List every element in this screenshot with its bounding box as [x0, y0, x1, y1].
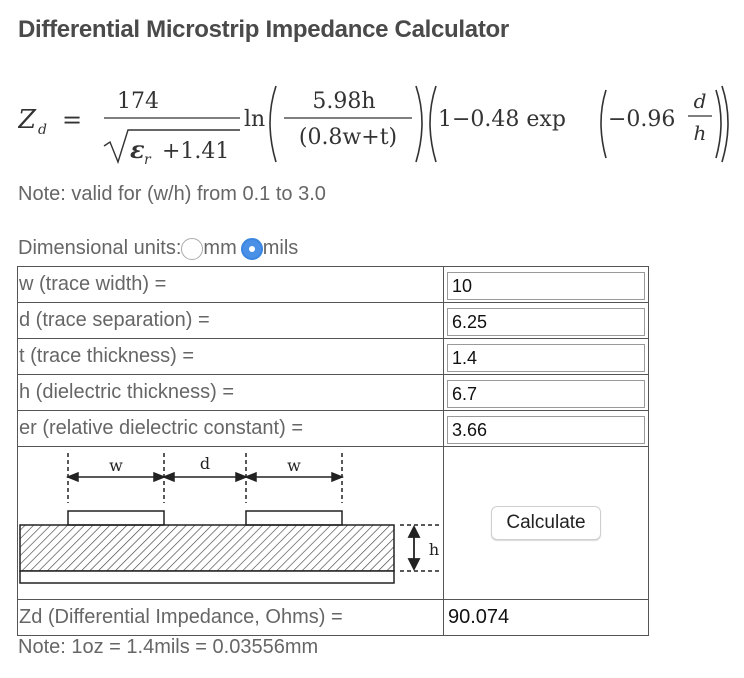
formula-eps-sub: r [144, 152, 151, 168]
ground-plane [20, 571, 394, 583]
table-row [18, 447, 649, 600]
trace-separation-input[interactable]: 6.25 [447, 308, 645, 336]
formula-598h: 5.98h [312, 89, 376, 114]
label-d: d [199, 454, 211, 473]
label-w-right: w [287, 456, 301, 475]
page-title: Differential Microstrip Impedance Calculator [18, 16, 509, 43]
field-label: t (trace thickness) = [18, 339, 444, 375]
dielectric-substrate [20, 525, 394, 571]
formula-h: h [693, 121, 707, 145]
formula-08w: (0.8w+t) [298, 125, 398, 150]
formula-d: d [693, 89, 707, 113]
radio-mils-label[interactable]: mils [262, 237, 299, 259]
trace-thickness-input[interactable]: 1.4 [447, 344, 645, 372]
field-label: h (dielectric thickness) = [18, 375, 444, 411]
label-w-left: w [109, 456, 123, 475]
result-label: Zd (Differential Impedance, Ohms) = [18, 600, 444, 636]
formula-plus141: +1.41 [162, 139, 230, 164]
radio-mm[interactable] [181, 238, 203, 260]
table-row [18, 600, 649, 636]
formula-z: Z [18, 105, 37, 135]
oz-note: Note: 1oz = 1.4mils = 0.03556mm [18, 636, 319, 658]
validity-note: Note: valid for (w/h) from 0.1 to 3.0 [18, 183, 326, 205]
label-h: h [428, 540, 440, 559]
formula-096: −0.96 [608, 107, 676, 132]
units-selector [18, 237, 298, 260]
formula-174: 174 [117, 89, 159, 114]
table-row [18, 339, 649, 375]
formula-z-sub: d [38, 122, 47, 138]
microstrip-diagram [18, 447, 442, 593]
table-row [18, 411, 649, 447]
dielectric-thickness-input[interactable]: 6.7 [447, 380, 645, 408]
units-label: Dimensional units: [18, 237, 182, 259]
formula-ln: ln [244, 107, 266, 132]
field-label: d (trace separation) = [18, 303, 444, 339]
dielectric-constant-input[interactable]: 3.66 [447, 416, 645, 444]
formula-1minus: 1−0.48 exp [438, 107, 566, 132]
diagram-cell [18, 447, 444, 600]
trace-right [246, 511, 342, 525]
field-label: er (relative dielectric constant) = [18, 411, 444, 447]
radio-mils[interactable] [241, 238, 263, 260]
impedance-result: 90.074 [448, 606, 510, 628]
field-label: w (trace width) = [18, 267, 444, 303]
impedance-formula [18, 76, 734, 176]
table-row [18, 267, 649, 303]
calculator-table [17, 266, 649, 636]
formula-equals: = [62, 106, 83, 134]
formula-eps: ε [130, 135, 145, 164]
trace-width-input[interactable]: 10 [447, 272, 645, 300]
radio-mm-label[interactable]: mm [203, 237, 237, 259]
table-row [18, 375, 649, 411]
trace-left [68, 511, 164, 525]
table-row [18, 303, 649, 339]
calculate-button[interactable]: Calculate [491, 506, 600, 540]
